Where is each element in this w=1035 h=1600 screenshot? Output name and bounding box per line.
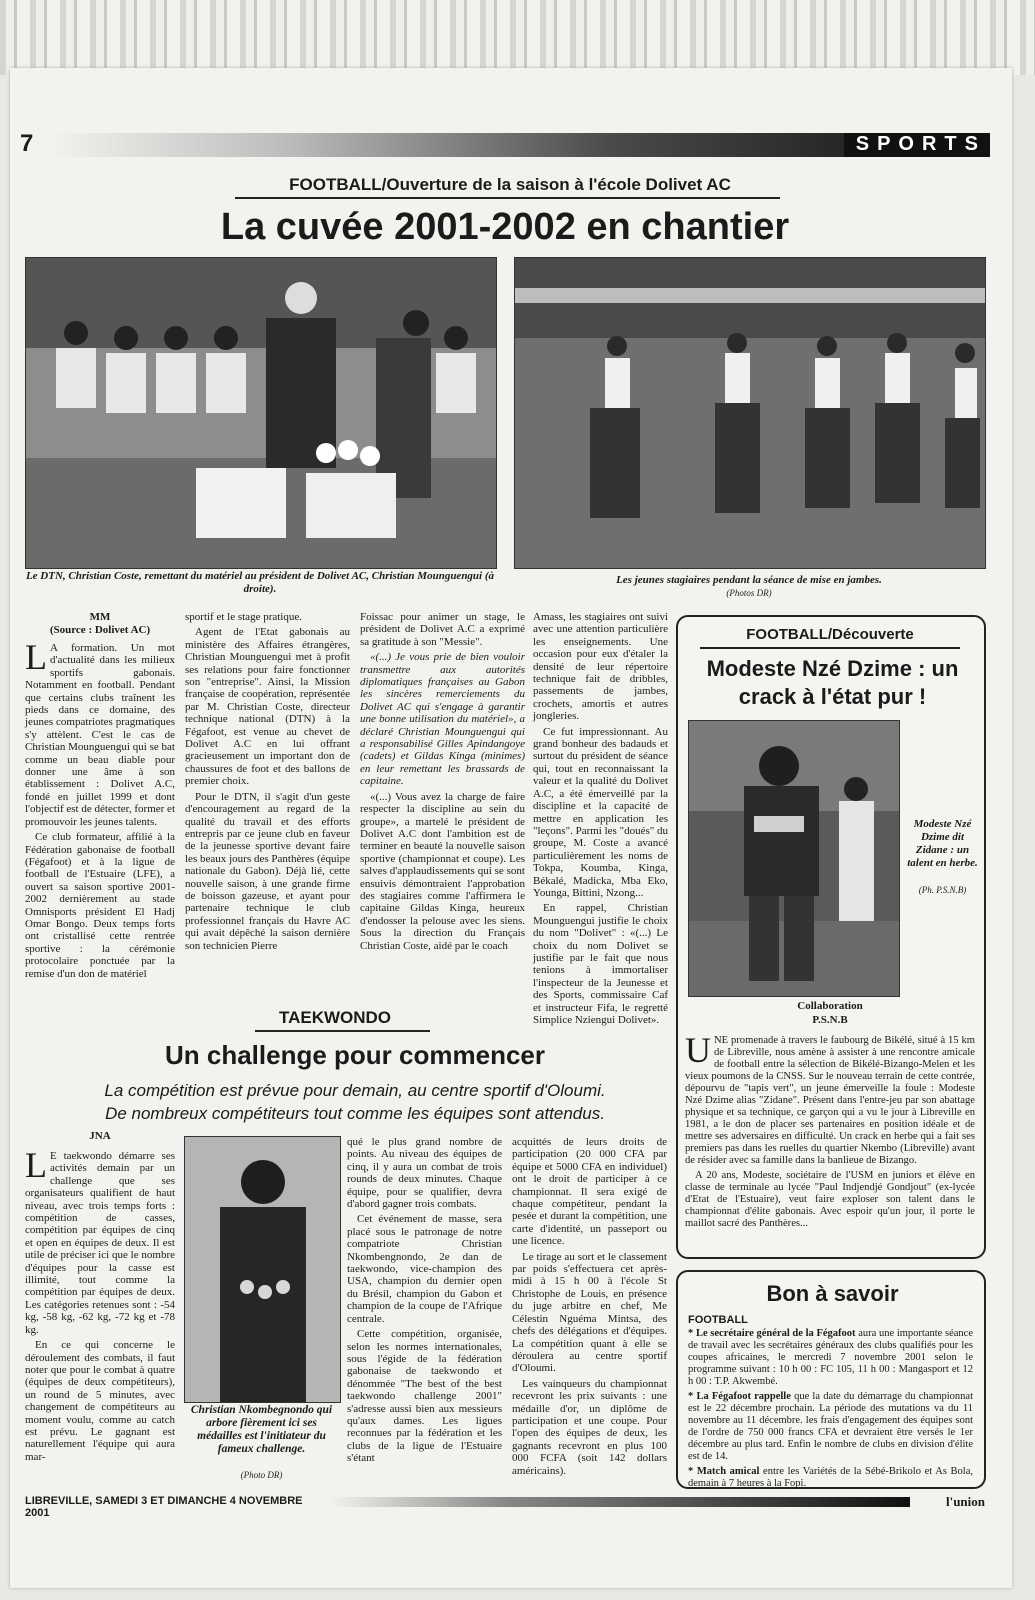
list-item	[688, 1466, 973, 1490]
taekwondo-tag: TAEKWONDO	[278, 1008, 392, 1027]
paragraph: acquittés de leurs droits de participation (20 000 CFA par équipe et 5000 CFA en individuel) ont le droit de participer à ce championnat. Il sera exigé de chaque compétiteur, pendant la pesée et durant la compétition, une carte d'identité, un passeport ou une licence.	[512, 1136, 667, 1248]
taekwondo-headline: Un challenge pour commencer	[165, 1040, 545, 1070]
paragraph: «(...) Vous avez la charge de faire respecter la discipline au sein du groupe», a martelé le président de Dolivet A.C dont l'ambition est de terminer en beauté la nouvelle saison sportive (championnat et coupe). Les salves d'applaudissements qui se sont ensuivis démontraient l'approbation des stagiaires comme l'affirmera le capitaine Gildas Kinga, heureux d'endosser la pelouse avec les siens. Sous la direction du Français Christian Coste, aidé par le coach	[360, 790, 525, 952]
bon-a-savoir-content	[688, 1312, 973, 1489]
taekwondo-column-2	[347, 1136, 502, 1491]
item-lead: * Match amical	[688, 1466, 760, 1477]
photo-training-session	[514, 257, 986, 569]
paragraph: Ce club formateur, affilié à la Fédération gabonaise de football (Fégafoot) et à la ligue de football de l'Estuaire (LFE), a ouvert sa saison sportive 2001-2002 dernièrement au stade Omnisports président El Hadj Omar Bongo. Deux temps forts ont cristallisé cette rentrée sportive : la cérémonie protocolaire ponctuée par la remise d'un don de matériel	[25, 831, 175, 980]
paragraph: En rappel, Christian Mounguengui justifie le choix du nom "Dolivet" : «(...) Le choix du nom Dolivet se justifie par le fait que nous tenions à immortaliser l'inspecteur de la Jeunesse et des Sports, commissaire Caf et instructeur Fifa, le regretté Simplice Nziengui Dolivet».	[533, 902, 668, 1026]
photo2-credit: (Photos DR)	[726, 588, 772, 598]
byline-source: (Source : Dolivet AC)	[49, 624, 151, 636]
article1-column-4	[533, 611, 668, 1026]
list-item	[688, 1328, 973, 1388]
paragraph: UNE promenade à travers le faubourg de Bikélé, situé à 15 km de Libreville, nous amène à assister à une rencontre amicale de football entre la sélection de Bikélé-Bizango-Melen et les vieux poumons de la CNSS. Sur le nouveau terrain de cette contrée, dépourvu de "tapis vert", un jeune émerveille la foule : Modeste Nzé Dzime alias "Zidane". Présent dans l'entre-jeu par son abattage physique et sa technique, ce garçon qui a vu le jour à Libreville en 1981, a le don de placer ses partenaires en position idéale et de mettre ses adversaires en difficulté. Un crack en herbe qui a fait ses premiers pas dans les ruelles du quartier Nkembo (Libreville) avant de résider avec sa famille dans la banlieue de Bizango.	[685, 1030, 975, 1166]
photo-modeste-nze-dzime	[688, 720, 900, 997]
paragraph: Cet événement de masse, sera placé sous le patronage de notre compatriote Christian Nkombengnondo, 2e dan de taekwondo, vice-champion des USA, champion du dernier open du Brésil, champion du Gabon et champion de la coupe de l'Afrique centrale.	[347, 1213, 502, 1325]
kicker-underline	[255, 1030, 430, 1032]
taekwondo-subtitle-2: De nombreux compétiteurs tout comme les équipes sont attendus.	[105, 1104, 605, 1123]
paragraph: Le tirage au sort et le classement par poids s'effectuera cet après-midi à 15 h 00 à l'école St Christophe de Louis, en présence du juge arbitre en chef, Me Célestin Nguéma Mintsa, des chefs des délégations et d'équipes. La compétition quant à elle se déroulera au centre sportif d'Oloumi.	[512, 1250, 667, 1375]
article1-headline: La cuvée 2001-2002 en chantier	[220, 206, 790, 248]
paragraph: sportif et le stage pratique.	[185, 611, 302, 623]
item-text: entre les Variétés de la Sébé-Brikolo et As Bola, demain à 7 heures à la Fopi.	[688, 1466, 973, 1489]
paragraph: LA formation. Un mot d'actualité dans les milieux sportifs gabonais. Notamment en football. Pendant que certains clubs traînent les pieds dans ce domaine, des jeunes compatriotes pragmatiques s'y attèlent. C'est le cas de Christian Mounguengui qui se bat comme un beau diable pour donner une âme à son établissement : Dolivet A.C, fondé en juillet 1999 et dont l'objectif est de détecter, former et promouvoir les jeunes talents.	[25, 637, 175, 828]
paragraph: «(...) Je vous prie de bien vouloir transmettre aux autorités diplomatiques françaises au Gabon les sincères remerciements du Dolivet AC qui s'engage à garantir une bonne utilisation du matériel», a déclaré Christian Mounguengui qui a responsabilisé Gilles Apindangoye (cadets) et Gildas Kinga (minimes) en leur remettant les brassards de capitaine.	[360, 651, 525, 788]
taekwondo-photo-credit: (Photo DR)	[240, 1470, 283, 1480]
footer-dateline: LIBREVILLE, SAMEDI 3 ET DIMANCHE 4 NOVEMBRE 2001	[25, 1495, 303, 1519]
paragraph: Les vainqueurs du championnat recevront les prix suivants : une médaille d'or, un diplôme de participation et une coupe. Pour l'open des équipes de deux, les gagnants recevront en plus 100 000 FCFA (soit 142 dollars américains).	[512, 1377, 667, 1477]
article1-kicker: FOOTBALL/Ouverture de la saison à l'école Dolivet AC	[289, 175, 731, 194]
article1-column-3	[360, 611, 525, 997]
item-lead: * La Fégafoot rappelle	[688, 1391, 791, 1402]
taekwondo-byline: JNA	[89, 1130, 111, 1142]
paragraph: qué le plus grand nombre de points. Au niveau des équipes de cinq, il y aura un combat de trois rounds de deux minutes. Chaque équipe, pour se qualifier, devra d'abord gagner trois combats.	[347, 1136, 502, 1211]
paragraph: Foissac pour animer un stage, le président de Dolivet A.C a exprimé sa gratitude à son "Messie".	[360, 611, 525, 648]
collab-label: Collaboration	[797, 1000, 863, 1012]
photo-christian-nkombegnondo	[184, 1136, 341, 1403]
paragraph: En ce qui concerne le déroulement des combats, il faut noter que pour le combat à quatre (équipes de deux compétiteurs), un round de 5 minutes, avec changement de compétiteurs au moment voulu, comme au catch est prévu. Le gagnant est naturellement l'équipe qui aura mar-	[25, 1339, 175, 1463]
paragraph: Agent de l'Etat gabonais au ministère des Affaires étrangères, Christian Mounguengui met à profit ses relations pour faire fonctionner son "entreprise". Ainsi, la Mission française de coopération, représentée par M. Christian Coste, directeur technique national (DTN) à la Fégafoot, est venue au chevet de Dolivet A.C en lui offrant gracieusement un important don de chaussures de foot et des ballons de premier choix.	[185, 626, 350, 788]
paragraph: Amass, les stagiaires ont suivi avec une attention particulière les enseignements. Une occasion pour eux d'étaler la densité de leur répertoire technique fait de dribbles, passements de jambes, crochets, amortis et autres jongleries.	[533, 611, 668, 723]
decouverte-text	[685, 1030, 975, 1250]
paragraph: Ce fut impressionnant. Au grand bonheur des badauds et surtout du président de séance qui, tout en reconnaissant la valeur et la qualité du Dolivet A.C, a été émerveillé par la discipline et la capacité de mettre en application les "leçons". Parmi les "doués" du groupe, M. Coste a avancé particulièrement les noms de Tokpa, Koumba, Kinga, Békalé, Madicka, Mba Eko, Younga, Bittini, Nzong...	[533, 725, 668, 899]
bon-a-savoir-heading: FOOTBALL	[688, 1314, 748, 1326]
taekwondo-column-1	[25, 1145, 175, 1490]
paragraph: Cette compétition, organisée, selon les normes internationales, sous l'égide de la fédération gabonaise de taekwondo et dénommée "The best of the best taekwondo challenge 2001" s'adresse aussi bien aux messieurs qu'aux dames. Les ligues reconnues par la fédération et les clubs de la ligue de l'Estuaire s'étant	[347, 1328, 502, 1465]
photo1-caption: Le DTN, Christian Coste, remettant du matériel au président de Dolivet AC, Christian Mounguengui (à droite).	[25, 570, 495, 595]
scan-border	[0, 0, 1035, 75]
collab-name: P.S.N.B	[812, 1014, 848, 1026]
decouverte-kicker: FOOTBALL/Découverte	[746, 626, 914, 643]
page-number: 7	[20, 130, 34, 157]
taekwondo-photo-caption: Christian Nkombegnondo qui arbore fièrement ici ses médailles est l'initiateur du fameux challenge.	[190, 1404, 333, 1455]
item-lead: * Le secrétaire général de la Fégafoot	[688, 1328, 856, 1339]
paragraph: A 20 ans, Modeste, sociétaire de l'USM en juniors et élève en classe de terminale au lycée "Paul Indjendjé Gondjout" (ex-lycée d'Etat de l'Estuaire), veut faire exploser son talent dans le championnat d'élite gabonais. Avec espoir qu'un jour, il porte le maillot sacré des Panthères...	[685, 1170, 975, 1229]
decouverte-photo-credit: (Ph. P.S.N.B)	[918, 885, 967, 895]
kicker-underline	[700, 647, 960, 649]
article1-column-1	[25, 637, 175, 997]
item-text: aura une importante séance de travail avec les secrétaires généraux des clubs qualifiés pour les coupes africaines, le mercredi 7 novembre 2001 selon le programme suivant : 10 h 00 : FC 105, 11 h 00 : Mangasport et 12 h 00 : T.P. Akwembé.	[688, 1328, 973, 1387]
paragraph: Pour le DTN, il s'agit d'un geste d'encouragement au regard de la qualité du travail et des efforts entrepris par ce jeune club en faveur de la jeunesse sportive devant faire les beaux jours des Panthères (équipe nationale du Gabon). Déjà lié, cette nouvelle saison, à une grande firme de boisson gazeuse, et ayant pour partenaire technique le club professionnel français du Havre AC qui avait dépêché la saison dernière son technicien Pierre	[185, 790, 350, 952]
paragraph: LE taekwondo démarre ses activités demain par un challenge que ses organisateurs qualifient de haut niveau, avec trois temps forts : compétition de casses, compétition par équipes de cinq et open en équipes de deux. Il est utile de préciser ici que le nombre d'équipes pour la casse est illimité, tout comme la compétition par équipes de deux. Les catégories retenues sont : -54 kg, -58 kg, -62 kg, -72 kg et -78 kg.	[25, 1145, 175, 1336]
footer-bar	[330, 1497, 910, 1507]
decouverte-photo-caption: Modeste Nzé Dzime dit Zidane : un talent en herbe.	[907, 818, 978, 869]
bon-a-savoir-title: Bon à savoir	[766, 1281, 899, 1306]
section-label: SPORTS	[844, 133, 990, 157]
photo-dtn-handover	[25, 257, 497, 569]
photo2-caption: Les jeunes stagiaires pendant la séance de mise en jambes.	[616, 574, 882, 586]
list-item	[688, 1391, 973, 1463]
article1-column-2	[185, 611, 350, 997]
decouverte-headline: Modeste Nzé Dzime : un crack à l'état pur !	[706, 656, 959, 709]
byline-author: MM	[89, 611, 111, 623]
footer-masthead: l'union	[945, 1494, 985, 1509]
taekwondo-subtitle-1: La compétition est prévue pour demain, au centre sportif d'Oloumi.	[104, 1081, 606, 1100]
kicker-underline	[235, 197, 780, 199]
item-text: que la date du démarrage du championnat est le 22 décembre prochain. La période des mutations va du 11 novembre au 11 décembre. les frais d'engagement des équipes sont de l'ordre de 750 000 francs CFA et devraient être versés le 1er décembre au plus tard. Enfin le nombre de clubs en division d'élite est de 14.	[688, 1391, 973, 1462]
taekwondo-column-3	[512, 1136, 667, 1491]
